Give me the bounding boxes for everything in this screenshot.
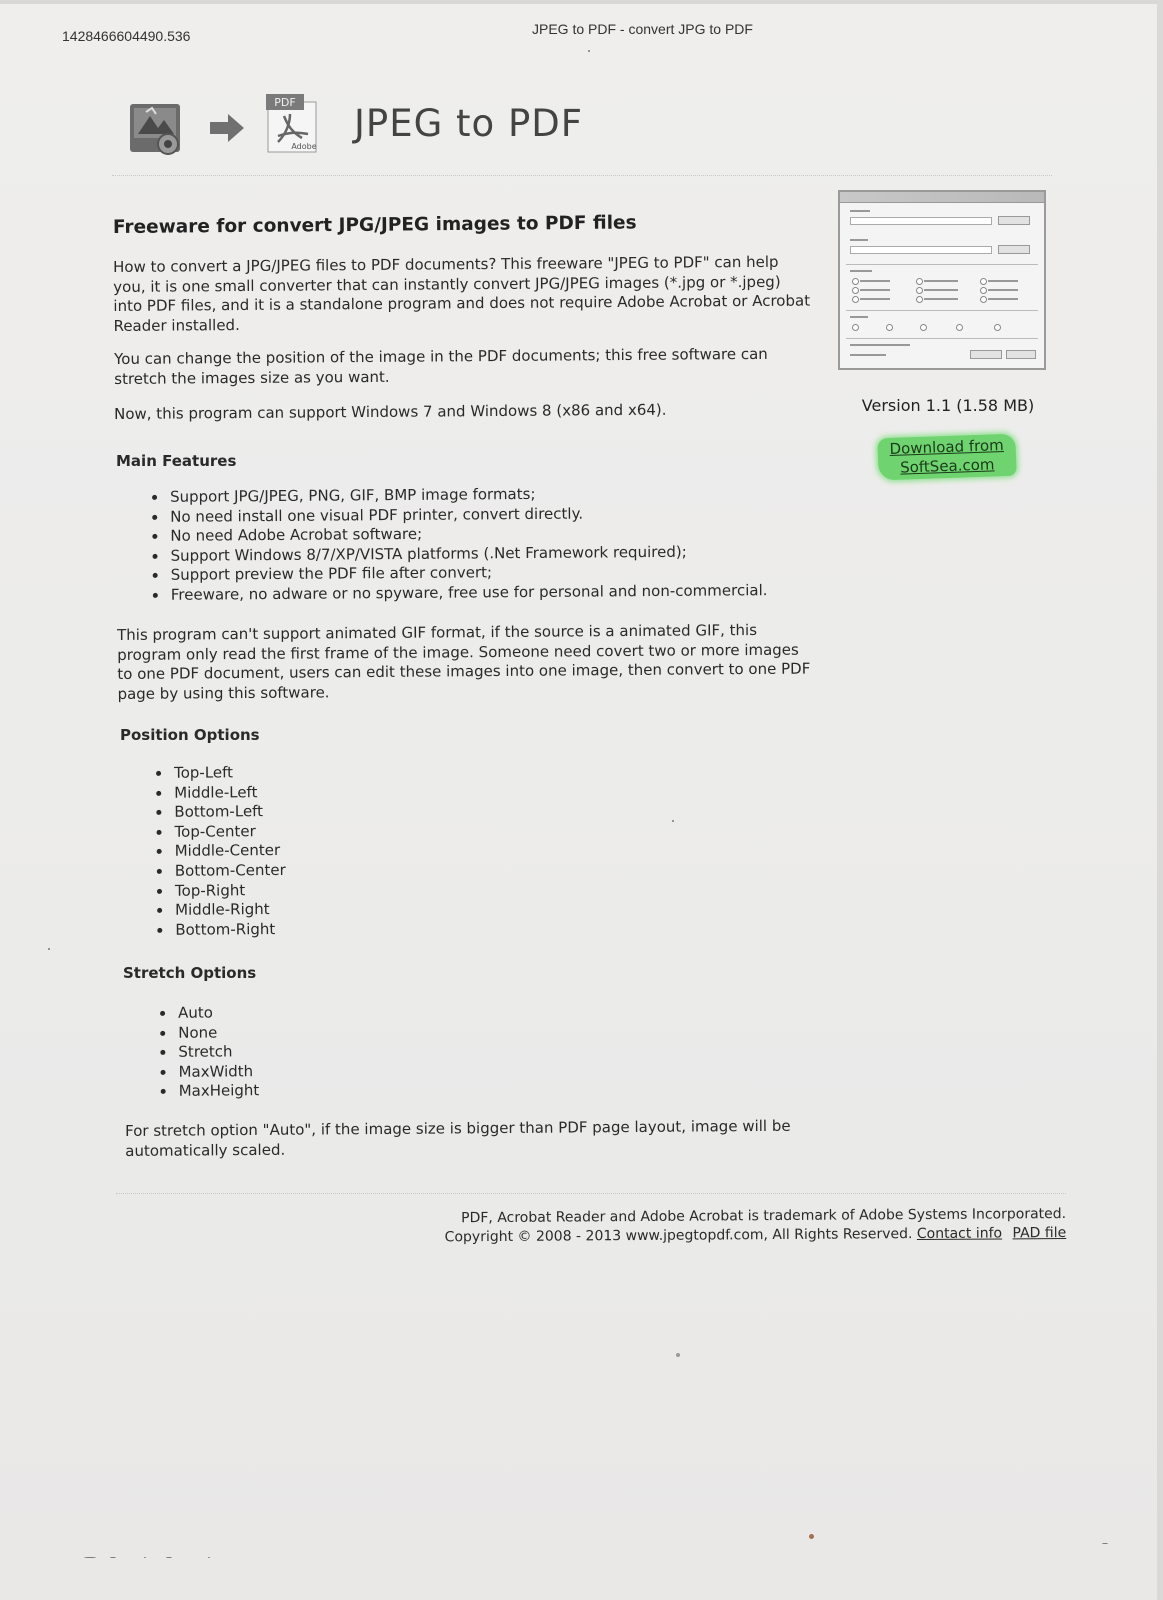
position-line: You can change the position of the image in the PDF documents; this free software can [114,344,768,368]
list-item: • Bottom-Center [173,859,573,882]
contact-info-link[interactable]: Contact info [916,1225,1003,1243]
scan-speck [110,1557,116,1558]
thumb-convert-button [970,350,1002,359]
thumb-radio [916,278,923,285]
pdf-badge-text: PDF [274,96,296,109]
scan-speck [672,820,674,822]
list-item: • Support preview the PDF file after convert; [169,560,869,585]
gif-line: This program can't support animated GIF format, if the source is a animated GIF, this [117,620,758,644]
thumb-label [860,298,890,300]
scan-speck [84,1557,96,1558]
scan-speck [48,948,50,950]
list-item: • No need install one visual PDF printer, convert directly. [168,502,868,527]
scan-speck [144,1557,146,1558]
list-item: • Support Windows 8/7/XP/VISTA platforms (.Net Framework required); [168,541,868,566]
version-info: Version 1.1 (1.58 MB) [861,396,1035,415]
print-header-title: JPEG to PDF - convert JPG to PDF [532,21,753,37]
position-paragraph [114,344,844,389]
download-line-1[interactable]: Download from [889,436,1005,458]
thumb-divider [846,338,1038,339]
page-top-edge [0,0,1163,4]
footer-divider [116,1193,1066,1194]
page-heading: Freeware for convert JPG/JPEG images to PDF files [112,212,637,238]
windows-line: Now, this program can support Windows 7 and Windows 8 (x86 and x64). [114,400,667,423]
thumb-radio [886,324,893,331]
thumb-label [850,354,886,356]
thumb-radio [852,278,859,285]
gif-line: program only read the first frame of the image. Someone need covert two or more images [117,640,799,664]
position-options-heading: Position Options [120,726,260,744]
page-right-edge [1157,0,1163,1600]
adobe-label-text: Adobe [291,142,317,151]
thumb-pdf-field [850,246,992,254]
thumb-label [988,298,1018,300]
header-divider [112,175,1052,176]
list-item: • MaxHeight [177,1079,577,1102]
list-item: • None [176,1020,576,1043]
photo-camera-icon [128,100,186,158]
scan-speck [809,1534,814,1539]
list-item: • Middle-Center [173,839,573,862]
list-item: • Bottom-Left [172,800,572,823]
list-item: • Middle-Right [173,898,573,921]
position-line: stretch the images size as you want. [114,367,390,388]
logo-wordmark: JPEG to PDF [354,102,584,145]
thumb-label [850,210,870,212]
thumb-radio [916,287,923,294]
list-item: • No need Adobe Acrobat software; [168,521,868,546]
arrow-right-icon [208,112,246,144]
scan-speck [208,1557,210,1558]
features-list [146,482,869,605]
auto-line: For stretch option "Auto", if the image size is bigger than PDF page layout, image will be [125,1116,791,1140]
thumb-label [860,280,890,282]
features-heading: Main Features [116,452,237,470]
list-item: • Middle-Left [172,780,572,803]
list-item: • Stretch [176,1040,576,1063]
stretch-options-heading: Stretch Options [123,964,257,982]
copyright-line [380,1224,1066,1248]
thumb-divider [846,264,1038,265]
intro-paragraph [113,252,844,336]
scan-speck [1102,1543,1108,1544]
trademark-notice: PDF, Acrobat Reader and Adobe Acrobat is trademark of Adobe Systems Incorporated. [461,1206,1067,1227]
thumb-label [850,344,910,346]
thumb-radio [980,278,987,285]
gif-line: to one PDF document, users can edit these images into one image, then convert to one PDF [117,659,811,683]
thumb-radio [956,324,963,331]
gif-line: page by using this software. [117,682,330,703]
gif-limitation-paragraph [117,620,848,704]
thumb-label [850,239,868,241]
thumb-browse-button [998,216,1030,225]
list-item: • Bottom-Right [173,917,573,940]
list-item: • Support JPG/JPEG, PNG, GIF, BMP image formats; [168,482,868,507]
thumb-label [924,280,958,282]
auto-line: automatically scaled. [125,1140,286,1160]
thumb-divider [846,310,1038,311]
auto-stretch-paragraph [125,1116,855,1161]
download-button[interactable] [877,434,1016,481]
thumb-label [988,289,1018,291]
thumb-jpg-field [850,217,992,225]
pdf-document-icon [262,92,326,154]
thumb-radio [852,296,859,303]
thumb-save-button [998,245,1030,254]
thumb-label [924,289,958,291]
thumb-close-button [1006,350,1036,359]
download-line-2[interactable]: SoftSea.com [899,455,995,477]
scan-speck [676,1353,680,1357]
thumb-radio [916,296,923,303]
list-item: • MaxWidth [176,1059,576,1082]
thumbnail-titlebar [840,192,1044,203]
intro-line: you, it is one small converter that can instantly convert JPG/JPEG images (*.jpg or *.jpeg) [113,272,781,296]
thumb-radio [980,287,987,294]
intro-line: Reader installed. [113,315,240,335]
thumb-radio [852,287,859,294]
pad-file-link[interactable]: PAD file [1012,1224,1067,1242]
list-item: • Top-Right [173,878,573,901]
thumb-radio [980,296,987,303]
copyright-text: Copyright © 2008 - 2013 www.jpegtopdf.com, All Rights Reserved. [444,1226,913,1246]
position-options-list [150,761,573,941]
windows-support-text [114,399,844,424]
intro-line: How to convert a JPG/JPEG files to PDF documents? This freeware "JPEG to PDF" can help [113,252,779,276]
thumb-label [988,280,1018,282]
thumb-radio [920,324,927,331]
list-item: • Freeware, no adware or no spyware, free use for personal and non-commercial. [169,580,869,605]
page-footer [380,1205,1066,1248]
intro-line: into PDF files, and it is a standalone program and does not require Adobe Acrobat or Acrobat [113,291,811,315]
thumb-label [850,270,872,272]
list-item: • Auto [176,1001,576,1024]
thumb-label [924,298,958,300]
list-item: • Top-Center [172,819,572,842]
app-screenshot-thumbnail[interactable] [838,190,1046,370]
thumb-label [860,289,890,291]
scan-speck [588,50,590,52]
list-item: • Top-Left [172,761,572,784]
scan-speck [166,1557,172,1558]
site-logo[interactable] [128,92,648,162]
thumb-label [850,316,868,318]
stretch-options-list [154,1001,577,1102]
thumb-radio [994,324,1001,331]
print-header-id: 1428466604490.536 [62,28,191,44]
thumb-radio [852,324,859,331]
